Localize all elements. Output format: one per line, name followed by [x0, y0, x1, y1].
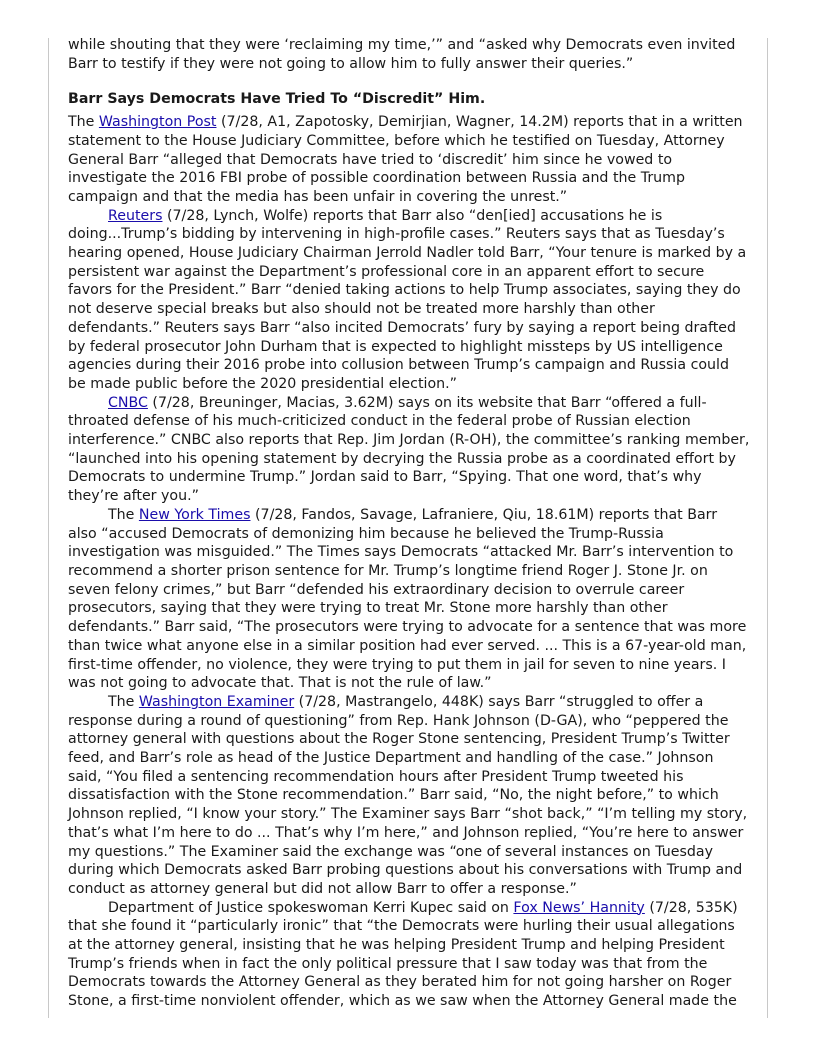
link-reuters[interactable]: Reuters	[108, 207, 163, 224]
link-fox-news-hannity[interactable]: Fox News’ Hannity	[513, 899, 645, 916]
paragraph-text: (7/28, Fandos, Savage, Lafraniere, Qiu, 18.61M) reports that Barr also “accused Democrats of demonizing him because he believed the Trump-Russia investigation was misguided.” The Times says Democrats “attacked Mr. Barr’s intervention to recommend a shorter prison sentence for Mr. Trump’s longtime friend Roger J. Stone Jr. on seven felony crimes,” but Barr “defended his extraordinary decision to overrule career prosecutors, saying that they were trying to treat Mr. Stone more harshly than other defendants.” Barr said, “The prosecutors were trying to advocate for a sentence that was more than twice what anyone else in a similar position had ever served. ... This is a 67-year-old man, first-time offender, no violence, they were trying to put them in jail for seven to nine years. I was not going to advocate that. That is not the rule of law.”	[68, 506, 747, 692]
paragraph-prefix: The	[68, 114, 99, 131]
document-body	[68, 36, 750, 1011]
paragraph-prefix: Department of Justice spokeswoman Kerri Kupec said on	[108, 899, 514, 916]
link-washington-post[interactable]: Washington Post	[98, 114, 217, 131]
paragraph-prefix: The	[108, 693, 139, 710]
paragraph-washington-post	[68, 113, 750, 207]
paragraph-reuters	[68, 207, 750, 394]
page-border-left	[48, 38, 49, 1018]
section-heading: Barr Says Democrats Have Tried To “Discredit” Him.	[68, 91, 486, 108]
paragraph-fox-news-hannity	[68, 899, 750, 1011]
paragraph-text: (7/28, A1, Zapotosky, Demirjian, Wagner, 14.2M) reports that in a written statement to the House Judiciary Committee, before which he testified on Tuesday, Attorney General Barr “alleged that Democrats have tried to ‘discredit’ him since he vowed to investigate the 2016 FBI probe of possible coordination between Russia and the Trump campaign and that the media has been unfair in covering the unrest.”	[68, 114, 743, 205]
paragraph-text: (7/28, Breuninger, Macias, 3.62M) says on its website that Barr “offered a full-throated defense of his much-criticized conduct in the federal probe of Russian election interference.” CNBC also reports that Rep. Jim Jordan (R-OH), the committee’s ranking member, “launched into his opening statement by decrying the Russia probe as a coordinated effort by Democrats to undermine Trump.” Jordan said to Barr, “Spying. That one word, that’s why they’re after you.”	[68, 394, 750, 505]
intro-paragraph: while shouting that they were ‘reclaiming my time,’” and “asked why Democrats even invited Barr to testify if they were not going to allow him to fully answer their queries.”	[68, 37, 736, 72]
paragraph-washington-examiner	[68, 693, 750, 899]
paragraph-text: (7/28, 535K) that she found it “particularly ironic” that “the Democrats were hurling their usual allegations at the attorney general, insisting that he was helping President Trump and helping President Trump’s friends when in fact the only political pressure that I saw today was that from the Democrats towards the Attorney General as they berated him for not going harsher on Roger Stone, a first-time nonviolent offender, which as we saw when the Attorney General made the	[68, 899, 738, 1010]
paragraph-prefix: The	[108, 506, 139, 523]
link-cnbc[interactable]: CNBC	[108, 394, 148, 411]
page-border-right	[767, 38, 768, 1018]
link-washington-examiner[interactable]: Washington Examiner	[138, 693, 295, 710]
paragraph-new-york-times	[68, 506, 750, 693]
paragraph-text: (7/28, Lynch, Wolfe) reports that Barr also “den[ied] accusations he is doing...Trump’s bidding by intervening in high-profile cases.” Reuters says that as Tuesday’s hearing opened, House Judiciary Chairman Jerrold Nadler told Barr, “Your tenure is marked by a persistent war against the Department’s professional core in an apparent effort to secure favors for the President.” Barr “denied taking actions to help Trump associates, saying they do not deserve special breaks but also should not be treated more harshly than other defendants.” Reuters says Barr “also incited Democrats’ fury by saying a report being drafted by federal prosecutor John Durham that is expected to highlight missteps by US intelligence agencies during their 2016 probe into collusion between Trump’s campaign and Russia could be made public before the 2020 presidential election.”	[68, 207, 747, 392]
paragraph-cnbc	[68, 394, 750, 506]
paragraph-text: (7/28, Mastrangelo, 448K) says Barr “struggled to offer a response during a round of questioning” from Rep. Hank Johnson (D-GA), who “peppered the attorney general with questions about the Roger Stone sentencing, President Trump’s Twitter feed, and Barr’s role as head of the Justice Department and handling of the case.” Johnson said, “You filed a sentencing recommendation hours after President Trump tweeted his dissatisfaction with the Stone recommendation.” Barr said, “No, the night before,” to which Johnson replied, “I know your story.” The Examiner says Barr “shot back,” “I’m telling my story, that’s what I’m here to do ... That’s why I’m here,” and Johnson replied, “You’re here to answer my questions.” The Examiner said the exchange was “one of several instances on Tuesday during which Democrats asked Barr probing questions about his conversations with Trump and conduct as attorney general but did not allow Barr to offer a response.”	[68, 693, 748, 897]
link-new-york-times[interactable]: New York Times	[138, 506, 251, 523]
